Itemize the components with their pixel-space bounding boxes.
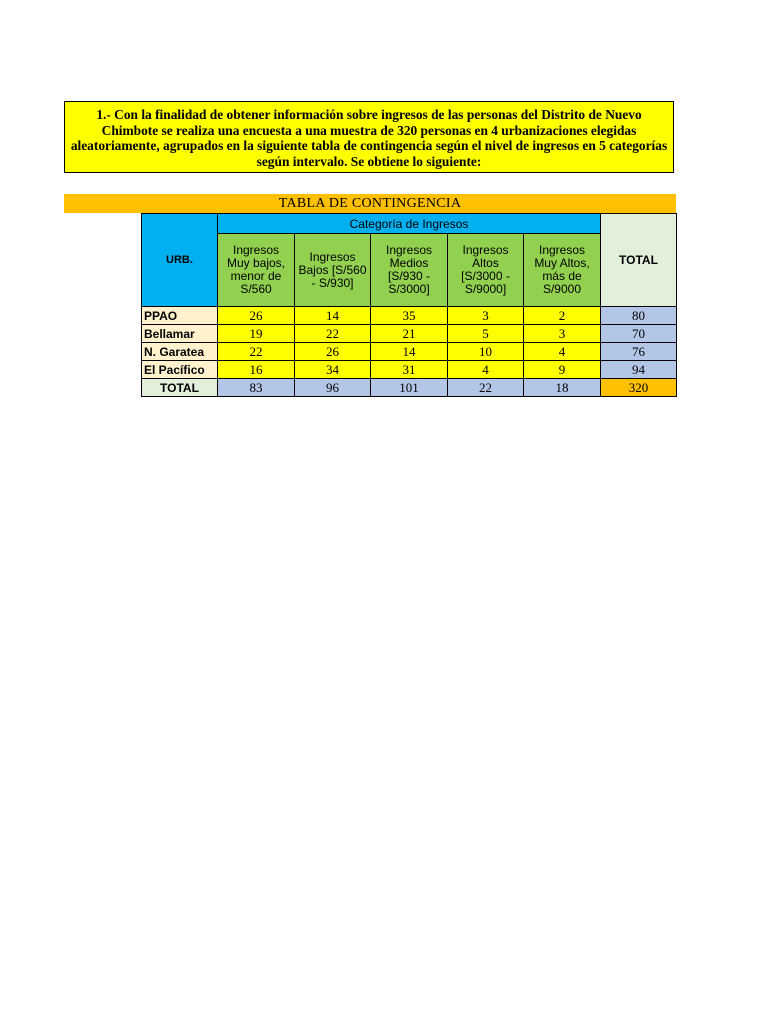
row-label: Bellamar (142, 325, 218, 343)
contingency-table (141, 213, 677, 397)
table-cell: 34 (295, 361, 371, 379)
problem-statement-text: 1.- Con la finalidad de obtener información sobre ingresos de las personas del Distrito de Nuevo Chimbote se realiza una encuesta a una muestra de 320 personas en 4 urbanizaciones elegidas aleatoriamente, agrupados en la siguiente tabla de contingencia según el nivel de ingresos en 5 categorías según intervalo. Se obtiene lo siguiente: (70, 107, 668, 169)
table-cell: 26 (218, 307, 295, 325)
table-cell: 4 (524, 343, 601, 361)
row-total-cell: 76 (601, 343, 677, 361)
column-total-cell: 96 (295, 379, 371, 397)
total-column-header: TOTAL (601, 214, 677, 307)
column-total-cell: 18 (524, 379, 601, 397)
table-row (142, 307, 677, 325)
row-label: El Pacífico (142, 361, 218, 379)
totals-row (142, 379, 677, 397)
table-cell: 10 (448, 343, 524, 361)
table-row (142, 325, 677, 343)
column-header-bajos: Ingresos Bajos [S/560 - S/930] (295, 234, 371, 307)
table-title: TABLA DE CONTINGENCIA (64, 194, 676, 213)
grand-total-cell: 320 (601, 379, 677, 397)
table-cell: 2 (524, 307, 601, 325)
table-cell: 31 (371, 361, 448, 379)
table-cell: 16 (218, 361, 295, 379)
problem-statement (64, 101, 674, 173)
table-cell: 35 (371, 307, 448, 325)
category-header: Categoría de Ingresos (218, 214, 601, 234)
table-cell: 26 (295, 343, 371, 361)
column-header-muy-bajos: Ingresos Muy bajos, menor de S/560 (218, 234, 295, 307)
urb-header: URB. (142, 214, 218, 307)
row-total-cell: 80 (601, 307, 677, 325)
totals-row-label: TOTAL (142, 379, 218, 397)
table-cell: 9 (524, 361, 601, 379)
column-header-medios: Ingresos Medios [S/930 - S/3000] (371, 234, 448, 307)
table-cell: 4 (448, 361, 524, 379)
table-cell: 14 (371, 343, 448, 361)
table-cell: 5 (448, 325, 524, 343)
table-cell: 14 (295, 307, 371, 325)
table-cell: 21 (371, 325, 448, 343)
row-label: N. Garatea (142, 343, 218, 361)
table-row (142, 361, 677, 379)
column-header-muy-altos: Ingresos Muy Altos, más de S/9000 (524, 234, 601, 307)
table-row (142, 343, 677, 361)
table-cell: 22 (295, 325, 371, 343)
row-total-cell: 70 (601, 325, 677, 343)
row-total-cell: 94 (601, 361, 677, 379)
row-label: PPAO (142, 307, 218, 325)
column-header-altos: Ingresos Altos [S/3000 - S/9000] (448, 234, 524, 307)
column-total-cell: 22 (448, 379, 524, 397)
column-total-cell: 101 (371, 379, 448, 397)
table-cell: 3 (448, 307, 524, 325)
table-cell: 22 (218, 343, 295, 361)
column-total-cell: 83 (218, 379, 295, 397)
table-cell: 19 (218, 325, 295, 343)
table-cell: 3 (524, 325, 601, 343)
